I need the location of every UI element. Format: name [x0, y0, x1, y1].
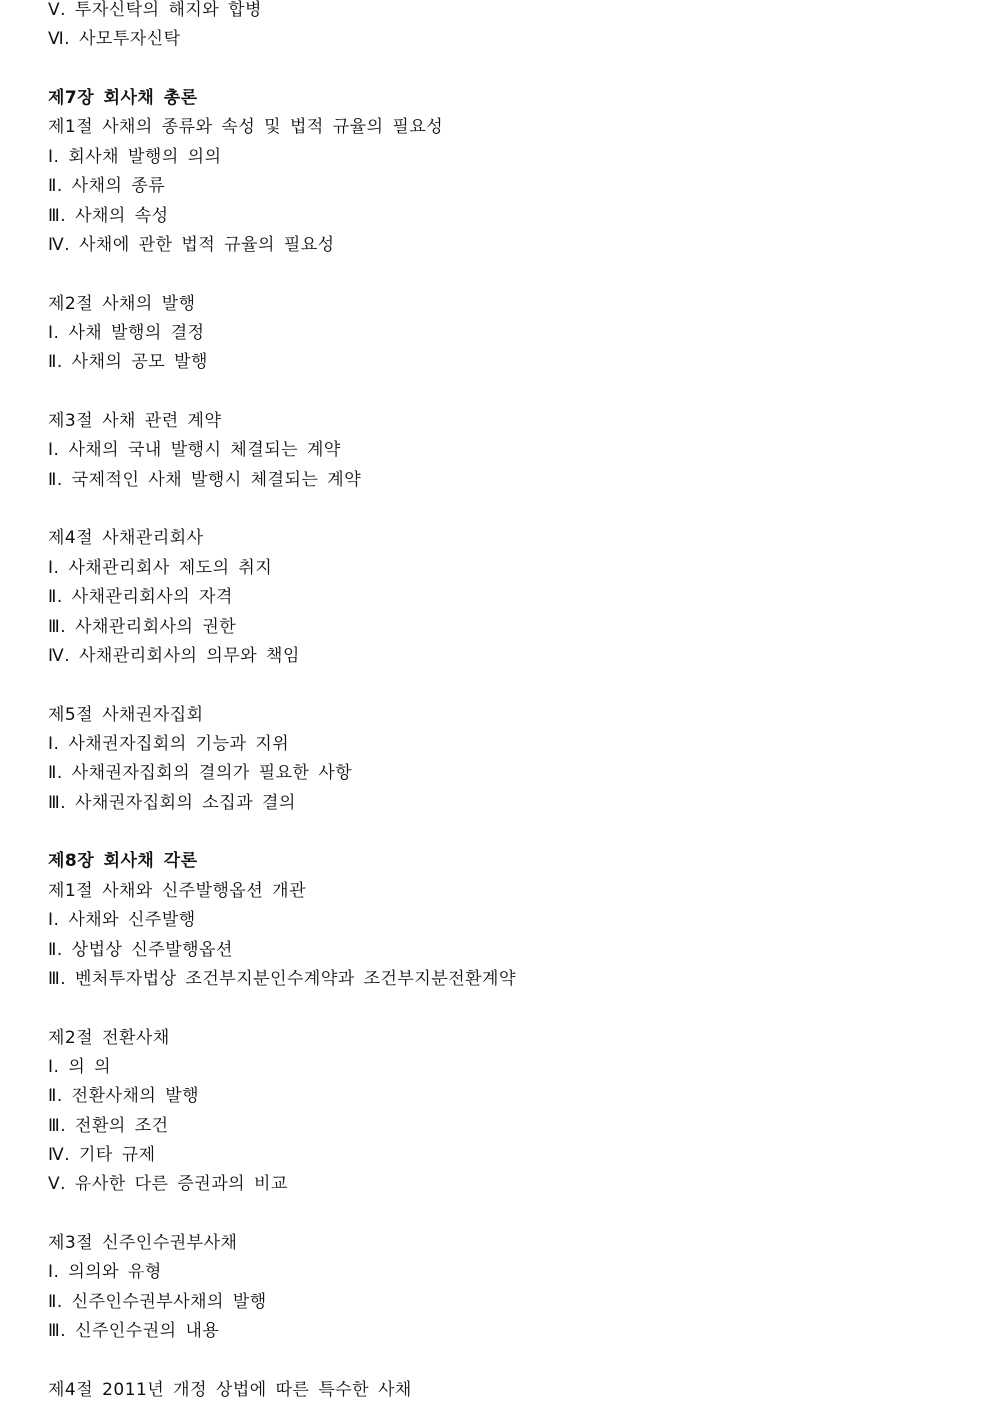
list-item: Ⅰ. 사채 발행의 결정	[48, 322, 205, 343]
list-item: Ⅰ. 사채권자집회의 기능과 지위	[48, 733, 290, 754]
list-item: Ⅱ. 국제적인 사채 발행시 체결되는 계약	[48, 469, 362, 490]
blank-line	[48, 1347, 968, 1376]
section-heading: 제3절 사채 관련 계약	[48, 411, 222, 432]
blank-line	[48, 671, 968, 700]
list-item: Ⅲ. 사채권자집회의 소집과 결의	[48, 792, 296, 813]
section-heading: 제3절 신주인수권부사채	[48, 1233, 238, 1254]
list-item: Ⅱ. 전환사채의 발행	[48, 1086, 200, 1107]
list-item: Ⅰ. 사채와 신주발행	[48, 910, 196, 931]
list-item: Ⅰ. 의 의	[48, 1056, 112, 1077]
chapter-heading: 제8장 회사채 각론	[48, 851, 198, 872]
list-item: Ⅳ. 사채에 관한 법적 규율의 필요성	[48, 234, 335, 255]
list-item: Ⅰ. 사채관리회사 제도의 취지	[48, 557, 273, 578]
list-item: Ⅲ. 신주인수권의 내용	[48, 1321, 220, 1342]
list-item: Ⅴ. 유사한 다른 증권과의 비교	[48, 1174, 288, 1195]
section-heading: 제2절 전환사채	[48, 1027, 170, 1048]
list-item: Ⅵ. 사모투자신탁	[48, 29, 181, 50]
list-item: Ⅱ. 사채의 종류	[48, 176, 166, 197]
list-item: Ⅲ. 사채의 속성	[48, 205, 169, 226]
blank-line	[48, 994, 968, 1023]
list-item: Ⅱ. 상법상 신주발행옵션	[48, 939, 233, 960]
list-item: Ⅳ. 사채관리회사의 의무와 책임	[48, 645, 300, 666]
section-heading: 제2절 사채의 발행	[48, 293, 196, 314]
list-item: Ⅰ. 의의와 유형	[48, 1262, 162, 1283]
list-item: Ⅲ. 벤처투자법상 조건부지분인수계약과 조건부지분전환계약	[48, 968, 516, 989]
section-heading: 제4절 2011년 개정 상법에 따른 특수한 사채	[48, 1379, 412, 1400]
list-item: Ⅱ. 사채관리회사의 자격	[48, 587, 233, 608]
list-item: Ⅱ. 사채의 공모 발행	[48, 352, 208, 373]
list-item: Ⅳ. 기타 규제	[48, 1145, 156, 1166]
section-heading: 제4절 사채관리회사	[48, 528, 204, 549]
blank-line	[48, 1200, 968, 1229]
list-item: Ⅲ. 사채관리회사의 권한	[48, 616, 237, 637]
list-item: Ⅱ. 신주인수권부사채의 발행	[48, 1291, 267, 1312]
chapter-heading: 제7장 회사채 총론	[48, 88, 198, 109]
blank-line	[48, 378, 968, 407]
list-item: Ⅲ. 전환의 조건	[48, 1115, 169, 1136]
list-item: Ⅰ. 회사채 발행의 의의	[48, 146, 222, 167]
blank-line	[48, 55, 968, 84]
blank-line	[48, 260, 968, 289]
list-item: Ⅴ. 투자신탁의 해지와 합병	[48, 0, 262, 20]
blank-line	[48, 495, 968, 524]
list-item: Ⅰ. 사채의 국내 발행시 체결되는 계약	[48, 440, 341, 461]
table-of-contents	[48, 0, 968, 1405]
list-item: Ⅱ. 사채권자집회의 결의가 필요한 사항	[48, 763, 353, 784]
section-heading: 제1절 사채와 신주발행옵션 개관	[48, 880, 307, 901]
blank-line	[48, 818, 968, 847]
section-heading: 제1절 사채의 종류와 속성 및 법적 규율의 필요성	[48, 117, 444, 138]
section-heading: 제5절 사채권자집회	[48, 704, 204, 725]
